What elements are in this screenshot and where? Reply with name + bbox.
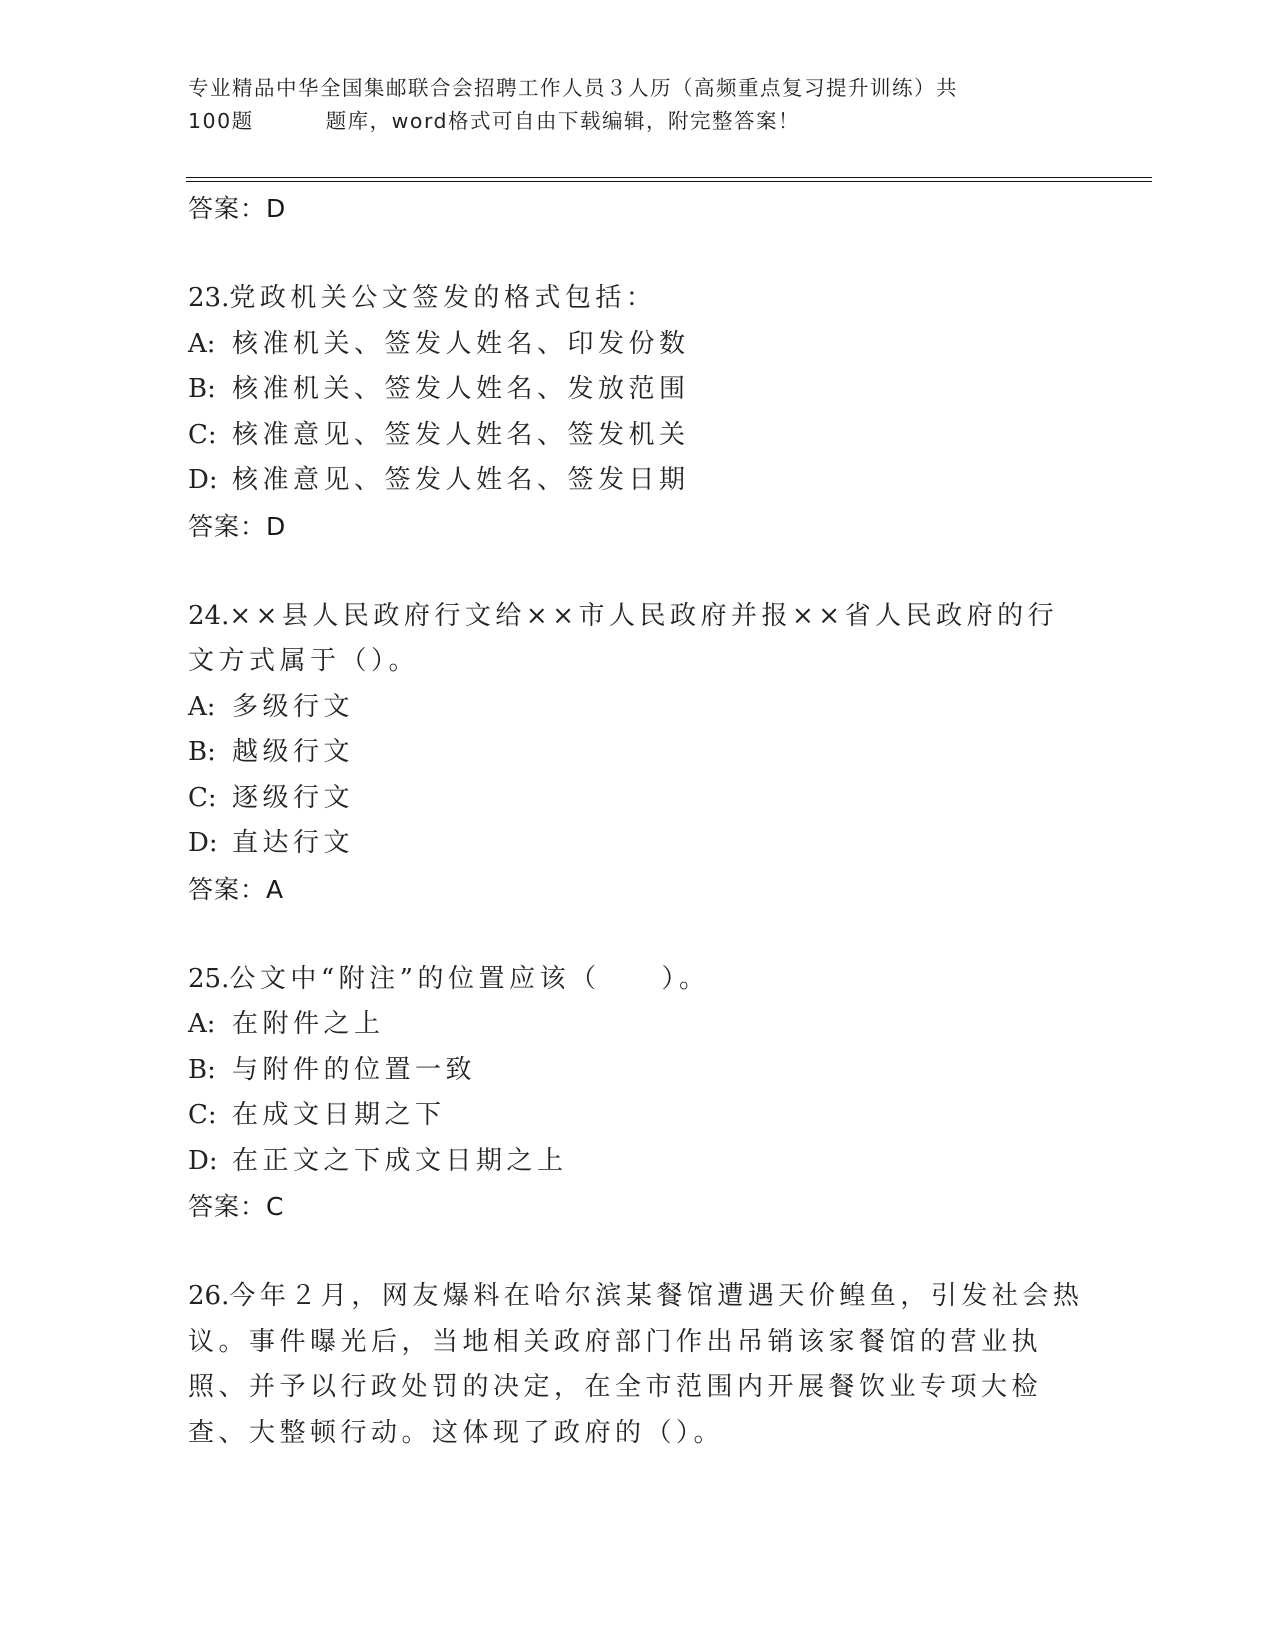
- header-line-2: [188, 105, 1088, 138]
- option-text: 直达行文: [232, 828, 355, 858]
- option-key: B:: [188, 1054, 216, 1085]
- option-key: A:: [188, 1009, 216, 1039]
- question-stem: [188, 276, 1088, 322]
- option-key: A:: [188, 328, 216, 359]
- document-header: [188, 72, 1088, 138]
- option-c: [188, 776, 1088, 822]
- option-a: [188, 1002, 1088, 1048]
- option-key: C:: [188, 419, 217, 450]
- option-text: 在成文日期之下: [232, 1100, 446, 1130]
- question-text: 公文中“附注”的位置应该（ ）。: [229, 963, 710, 994]
- option-c: [188, 1093, 1088, 1139]
- question-25: [188, 957, 1088, 1230]
- question-number: 24.: [188, 600, 230, 631]
- option-c: [188, 413, 1088, 459]
- answer: 答案：C: [188, 1192, 285, 1221]
- option-key: D:: [188, 465, 218, 495]
- option-text: 多级行文: [232, 691, 355, 722]
- header-rule-bottom: [186, 181, 1152, 182]
- option-text: 核准机关、签发人姓名、发放范围: [232, 374, 690, 404]
- option-b: [188, 367, 1088, 413]
- header-rule-top: [186, 177, 1152, 178]
- question-24: [188, 594, 1088, 912]
- option-key: B:: [188, 737, 216, 767]
- option-key: A:: [188, 691, 216, 722]
- question-26: [188, 1274, 1088, 1456]
- answer: 答案：A: [188, 874, 285, 904]
- question-number: 26.: [188, 1281, 230, 1311]
- option-text: 核准意见、签发人姓名、签发日期: [232, 465, 690, 495]
- question-stem: [188, 957, 1088, 1003]
- option-text: 与附件的位置一致: [232, 1054, 477, 1085]
- option-d: [188, 1139, 1088, 1185]
- option-key: D:: [188, 828, 218, 858]
- option-text: 核准机关、签发人姓名、印发份数: [232, 328, 690, 359]
- option-text: 在正文之下成文日期之上: [232, 1145, 568, 1176]
- option-key: C:: [188, 1100, 217, 1130]
- header-count: 100题: [188, 109, 254, 133]
- option-text: 逐级行文: [232, 782, 355, 813]
- option-text: 在附件之上: [232, 1009, 385, 1039]
- answer: 答案：D: [188, 511, 287, 541]
- option-a: [188, 322, 1088, 368]
- option-text: 越级行文: [232, 737, 355, 767]
- question-text: 今年２月，网友爆料在哈尔滨某餐馆遭遇天价鳇鱼，引发社会热议。事件曝光后，当地相关政府部门作出吊销该家餐馆的营业执照、并予以行政处罚的决定，在全市范围内开展餐饮业专项大检查、大整顿行动。这体现了政府的（）。: [188, 1281, 1084, 1448]
- question-stem: [188, 594, 1088, 685]
- header-line-1: 专业精品中华全国集邮联合会招聘工作人员３人历（高频重点复习提升训练）共: [188, 76, 958, 100]
- option-d: [188, 458, 1088, 504]
- option-b: [188, 730, 1088, 776]
- option-key: D:: [188, 1145, 218, 1176]
- question-number: 25.: [188, 963, 230, 994]
- question-text: 党政机关公文签发的格式包括：: [229, 283, 657, 313]
- previous-answer: 答案：D: [188, 194, 287, 223]
- option-a: [188, 685, 1088, 731]
- option-key: B:: [188, 374, 216, 404]
- option-b: [188, 1048, 1088, 1094]
- option-d: [188, 821, 1088, 867]
- question-23: [188, 276, 1088, 549]
- option-text: 核准意见、签发人姓名、签发机关: [232, 419, 690, 450]
- question-number: 23.: [188, 283, 230, 313]
- question-list: [188, 186, 1088, 1456]
- question-text: ××县人民政府行文给××市人民政府并报××省人民政府的行文方式属于（）。: [188, 600, 1059, 676]
- header-description: 题库，word格式可自由下载编辑，附完整答案！: [325, 109, 801, 133]
- option-key: C:: [188, 782, 217, 813]
- question-stem: [188, 1274, 1088, 1456]
